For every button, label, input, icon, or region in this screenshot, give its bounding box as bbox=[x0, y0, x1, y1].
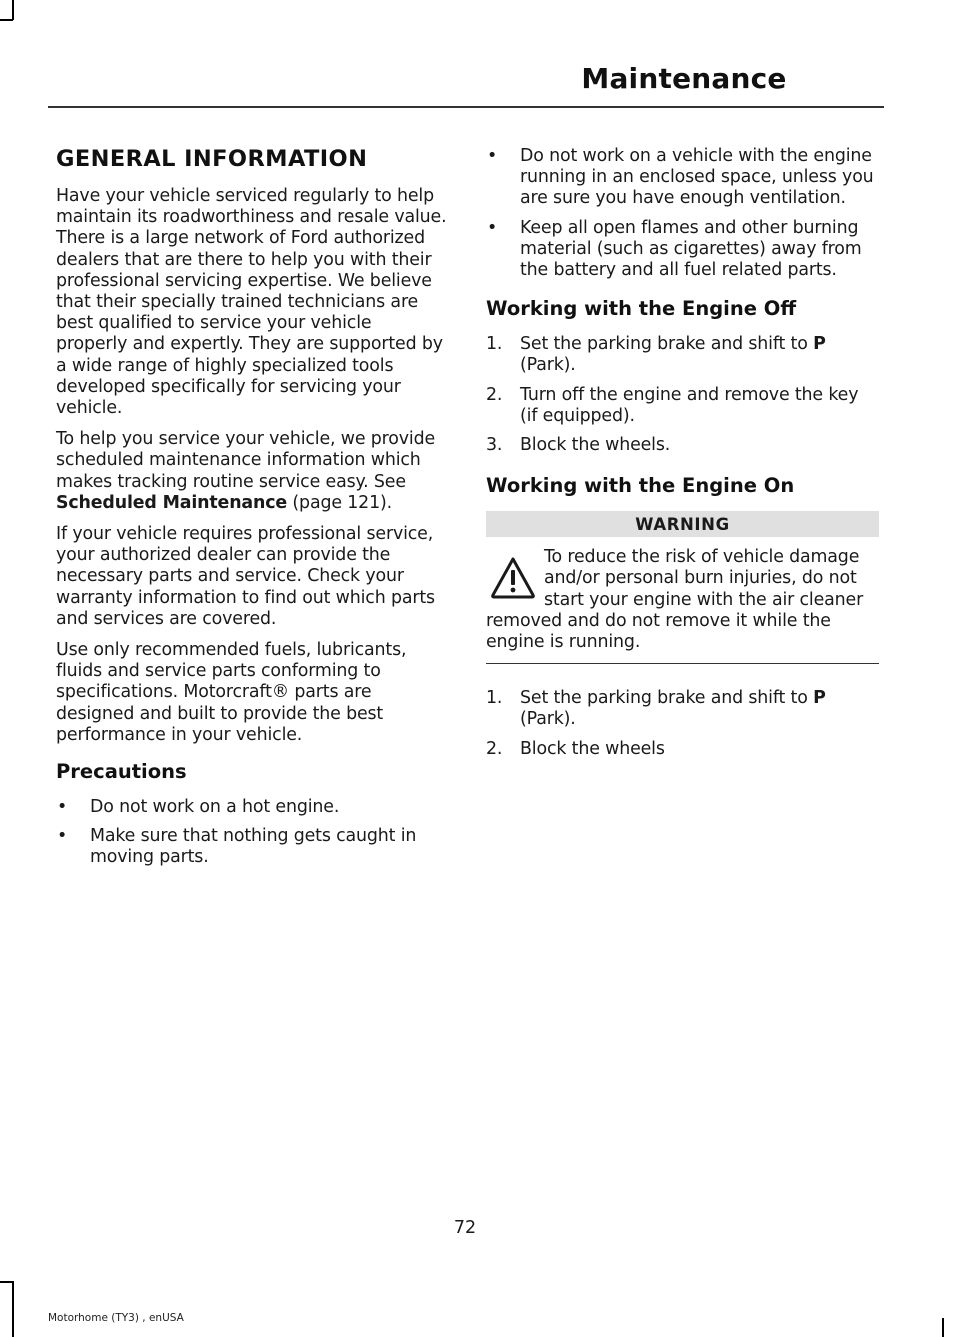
park-symbol: P bbox=[813, 334, 826, 355]
engine-off-steps bbox=[486, 334, 879, 456]
crop-mark-top-left-h bbox=[0, 19, 13, 21]
warning-box bbox=[486, 511, 879, 664]
precautions-list-continued bbox=[486, 146, 879, 281]
left-column bbox=[56, 146, 448, 877]
bullet-mark: • bbox=[487, 146, 498, 166]
step-item bbox=[486, 739, 879, 760]
step-item bbox=[486, 385, 879, 427]
step-item bbox=[486, 435, 879, 456]
list-item bbox=[486, 146, 879, 210]
step-item bbox=[486, 688, 879, 730]
crop-mark-bottom-left-v bbox=[12, 1281, 14, 1337]
footer-label: Motorhome (TY3) , enUSA bbox=[48, 1312, 184, 1324]
step-number: 3. bbox=[486, 435, 503, 456]
subheading-engine-on: Working with the Engine On bbox=[486, 474, 795, 498]
paragraph-recommended-parts: Use only recommended fuels, lubricants, fluids and service parts conforming to specifications. Motorcraft® parts are designed and built to provide the best performance in your vehicle. bbox=[56, 640, 407, 745]
p2-page-ref: (page 121). bbox=[287, 492, 393, 513]
section-heading-general-information: GENERAL INFORMATION bbox=[56, 146, 368, 172]
warning-body bbox=[486, 547, 879, 653]
step-number: 2. bbox=[486, 384, 503, 405]
warning-text: To reduce the risk of vehicle damage and/or personal burn injuries, do not start your engine with the air cleaner removed and do not remove it while the engine is running. bbox=[486, 547, 864, 653]
step-number: 1. bbox=[486, 688, 503, 709]
list-item bbox=[56, 797, 448, 818]
step-text-after: (Park). bbox=[520, 709, 576, 730]
paragraph-service-regularly: Have your vehicle serviced regularly to help maintain its roadworthiness and resale value. There is a large network of Ford authorized dealers that are there to help you with their professional servicing expertise. We believe that their specially trained technicians are best qualified to service your vehicle properly and expertly. They are supported by a wide range of highly specialized tools developed specifically for servicing your vehicle. bbox=[56, 186, 447, 419]
list-item-text: Make sure that nothing gets caught in moving parts. bbox=[90, 826, 417, 868]
crop-mark-bottom-left-h bbox=[0, 1281, 13, 1283]
crop-mark-bottom-right-v bbox=[942, 1318, 944, 1337]
list-item-text: Keep all open flames and other burning material (such as cigarettes) away from the battery and all fuel related parts. bbox=[520, 217, 862, 281]
step-text: Turn off the engine and remove the key (if equipped). bbox=[520, 384, 859, 426]
header-title: Maintenance bbox=[581, 62, 787, 95]
list-item bbox=[486, 218, 879, 282]
warning-triangle-icon bbox=[490, 555, 536, 601]
step-text-after: (Park). bbox=[520, 355, 576, 376]
crop-mark-top-left-v bbox=[12, 0, 14, 20]
engine-on-steps bbox=[486, 688, 879, 760]
list-item-text: Do not work on a vehicle with the engine running in an enclosed space, unless you are sure you have enough ventilation. bbox=[520, 146, 874, 209]
park-symbol: P bbox=[813, 688, 826, 709]
precautions-list bbox=[56, 797, 448, 869]
right-column bbox=[486, 146, 879, 768]
page-header bbox=[0, 62, 934, 95]
bullet-mark: • bbox=[57, 797, 68, 818]
bullet-mark: • bbox=[487, 217, 498, 238]
p2-text: To help you service your vehicle, we provide scheduled maintenance information which makes tracking routine service easy. See bbox=[56, 429, 436, 492]
scheduled-maintenance-link[interactable]: Scheduled Maintenance bbox=[56, 492, 288, 513]
subheading-engine-off: Working with the Engine Off bbox=[486, 297, 797, 321]
list-item bbox=[56, 826, 448, 868]
page-number: 72 bbox=[453, 1218, 477, 1238]
paragraph-scheduled-maintenance bbox=[56, 429, 448, 514]
step-number: 2. bbox=[486, 738, 503, 759]
header-rule bbox=[48, 106, 884, 108]
step-item bbox=[486, 334, 879, 376]
paragraph-professional-service: If your vehicle requires professional service, your authorized dealer can provide the necessary parts and service. Check your warranty information to find out which parts and services are covered. bbox=[56, 524, 435, 629]
step-text: Set the parking brake and shift to bbox=[520, 334, 814, 355]
bullet-mark: • bbox=[57, 826, 68, 847]
step-text: Block the wheels. bbox=[520, 435, 671, 456]
warning-label: WARNING bbox=[486, 511, 879, 537]
step-text: Block the wheels bbox=[520, 738, 665, 759]
subheading-precautions: Precautions bbox=[56, 760, 187, 784]
step-text: Set the parking brake and shift to bbox=[520, 688, 814, 709]
list-item-text: Do not work on a hot engine. bbox=[90, 797, 340, 818]
step-number: 1. bbox=[486, 334, 503, 355]
